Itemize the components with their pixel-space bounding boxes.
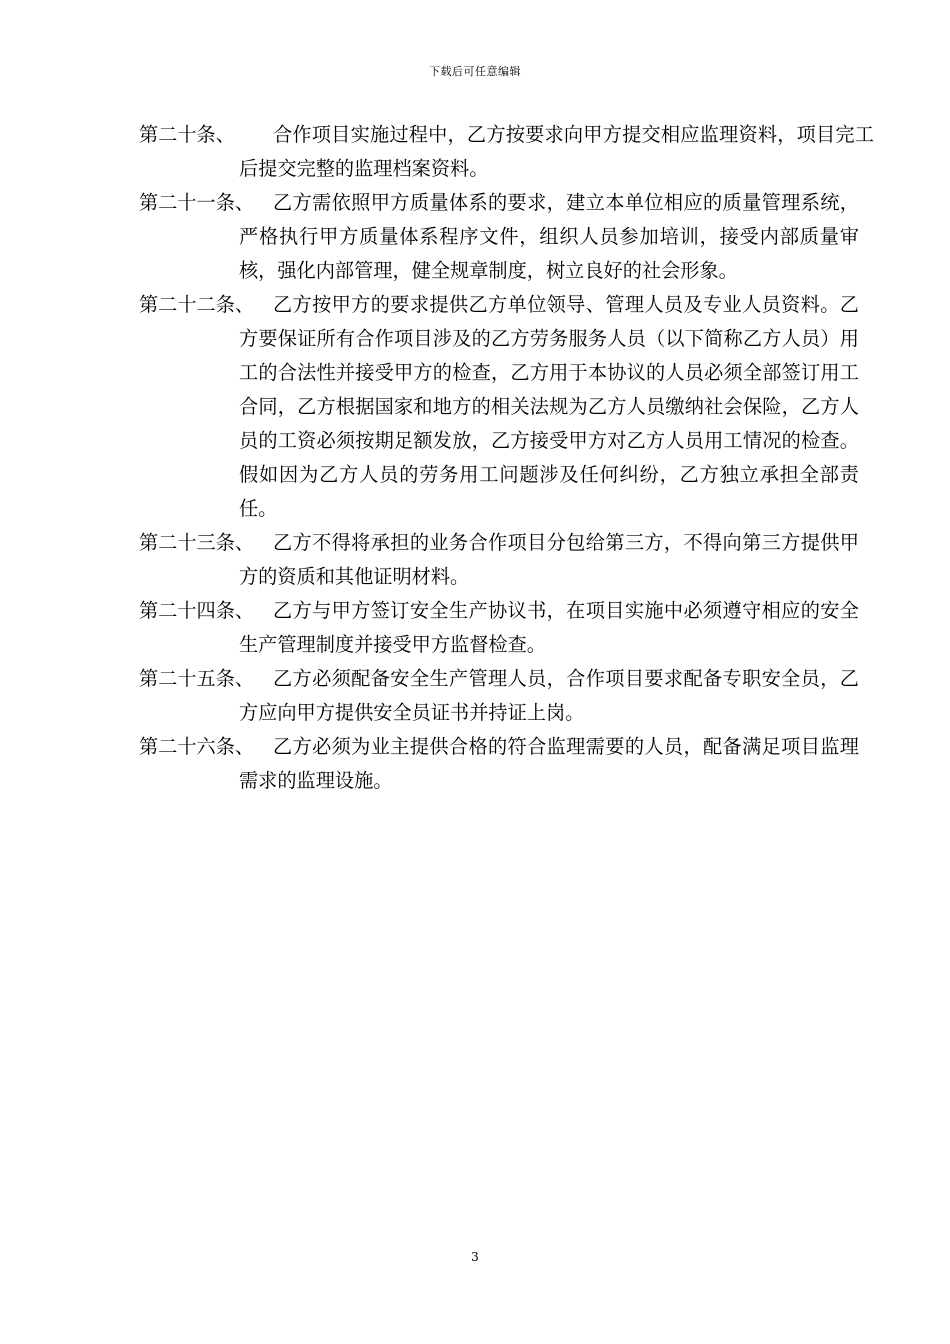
clause-text: 乙方不得将承担的业务合作项目分包给第三方，不得向第三方提供甲方的资质和其他证明材料。 [239, 531, 859, 588]
clause-text: 合作项目实施过程中，乙方按要求向甲方提交相应监理资料，项目完工后提交完整的监理档案资料。 [239, 123, 874, 180]
clause-21 [139, 186, 874, 288]
clause-number: 第二十六条、 [139, 735, 255, 758]
clause-number: 第二十四条、 [139, 599, 255, 622]
page-number: 3 [471, 1250, 479, 1264]
clause-number: 第二十一条、 [139, 191, 255, 214]
page-header: 下载后可任意编辑 [429, 65, 521, 78]
clause-text: 乙方需依照甲方质量体系的要求，建立本单位相应的质量管理系统，严格执行甲方质量体系程序文件，组织人员参加培训，接受内部质量审核，强化内部管理，健全规章制度，树立良好的社会形象。 [239, 191, 859, 282]
clause-26 [139, 730, 874, 798]
document-body [139, 118, 874, 798]
clause-text: 乙方必须配备安全生产管理人员，合作项目要求配备专职安全员，乙方应向甲方提供安全员证书并持证上岗。 [239, 667, 859, 724]
clause-20 [139, 118, 874, 186]
clause-text: 乙方必须为业主提供合格的符合监理需要的人员，配备满足项目监理需求的监理设施。 [239, 735, 859, 792]
clause-text: 乙方与甲方签订安全生产协议书，在项目实施中必须遵守相应的安全生产管理制度并接受甲方监督检查。 [239, 599, 859, 656]
clause-text: 乙方按甲方的要求提供乙方单位领导、管理人员及专业人员资料。乙方要保证所有合作项目涉及的乙方劳务服务人员（以下简称乙方人员）用工的合法性并接受甲方的检查，乙方用于本协议的人员必须全部签订用工合同，乙方根据国家和地方的相关法规为乙方人员缴纳社会保险，乙方人员的工资必须按期足额发放，乙方接受甲方对乙方人员用工情况的检查。假如因为乙方人员的劳务用工问题涉及任何纠纷，乙方独立承担全部责任。 [239, 293, 859, 520]
clause-number: 第二十二条、 [139, 293, 255, 316]
clause-number: 第二十条、 [139, 123, 235, 146]
clause-24 [139, 594, 874, 662]
clause-23 [139, 526, 874, 594]
clause-number: 第二十三条、 [139, 531, 255, 554]
clause-22 [139, 288, 874, 526]
clause-25 [139, 662, 874, 730]
clause-number: 第二十五条、 [139, 667, 255, 690]
